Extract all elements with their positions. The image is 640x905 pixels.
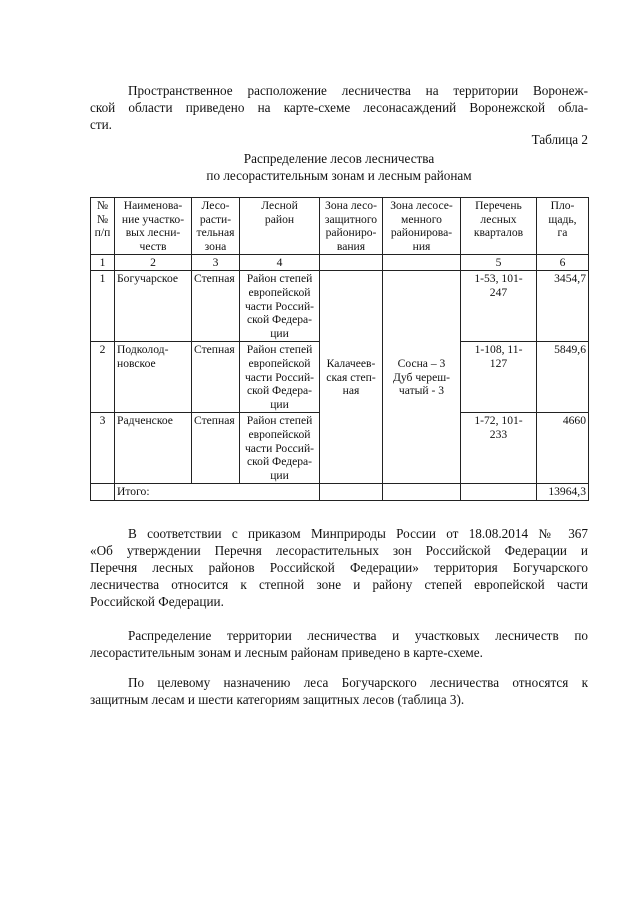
column-number: 4: [240, 255, 320, 271]
row-region: [240, 342, 320, 413]
text-line: В соответствии с приказом Минприроды России от 18.08.2014 № 367: [128, 526, 588, 541]
column-number: 3: [192, 255, 240, 271]
cell-text: 1-53, 101-: [474, 272, 523, 286]
row-zone: Степная: [192, 413, 240, 484]
row-num: 1: [91, 271, 115, 342]
header-text: райониро-: [325, 226, 377, 240]
column-number-row: [91, 255, 589, 271]
row-name: [115, 271, 192, 342]
header-protect-zone: [320, 198, 383, 255]
header-text: честв: [139, 239, 167, 253]
text-line: защитным лесам и шести категориям защитных лесов (таблица 3).: [90, 692, 465, 707]
cell-text: чатый - 3: [398, 384, 445, 398]
total-empty: [383, 484, 461, 501]
cell-text: европейской: [248, 285, 311, 299]
header-text: тельная: [196, 226, 235, 240]
header-text: п/п: [94, 226, 111, 240]
cell-text: ской Федера-: [246, 384, 313, 398]
cell-text: 233: [489, 427, 508, 441]
row-region: [240, 413, 320, 484]
header-text: Лесо-: [201, 199, 230, 212]
header-text: Зона лесо-: [325, 199, 377, 212]
header-quarters: [461, 198, 537, 255]
total-empty: [320, 484, 383, 501]
header-text: защитного: [324, 212, 378, 226]
row-zone: Степная: [192, 342, 240, 413]
text-line: По целевому назначению леса Богучарского лесничества относятся к: [128, 675, 588, 690]
cell-text: части Россий-: [244, 370, 315, 384]
header-text: вания: [336, 239, 366, 253]
header-num: [91, 198, 115, 255]
cell-text: Дуб череш-: [392, 370, 451, 384]
header-seed-zone: [383, 198, 461, 255]
header-text: районирова-: [390, 226, 453, 240]
column-number-empty: [320, 255, 383, 271]
header-text: район: [264, 212, 295, 226]
table-title-line: по лесорастительным зонам и лесным районам: [206, 168, 472, 183]
text-line: ской области приведено на карте-схеме лесонасаждений Воронежской обла-: [90, 100, 588, 115]
header-zone: [192, 198, 240, 255]
total-area: 13964,3: [537, 484, 589, 501]
cell-text: ции: [270, 468, 289, 482]
cell-text: ской Федера-: [246, 455, 313, 469]
row-quarters: [461, 342, 537, 413]
header-text: Зона лесосе-: [390, 199, 453, 212]
text-line: Пространственное расположение лесничества на территории Воронеж-: [128, 83, 588, 98]
header-text: Пло-: [550, 199, 575, 212]
header-text: ние участко-: [121, 212, 185, 226]
header-text: Перечень: [475, 199, 522, 212]
column-number: 2: [115, 255, 192, 271]
text-line: «Об утверждении Перечня лесорастительных зон Российской Федерации и: [90, 543, 588, 558]
header-name: [115, 198, 192, 255]
row-area: 4660: [537, 413, 589, 484]
cell-text: Район степей: [246, 343, 313, 357]
cell-text: Район степей: [246, 414, 313, 428]
row-area: 5849,6: [537, 342, 589, 413]
text-line: Распределение территории лесничества и участковых лесничеств по: [128, 628, 588, 643]
header-text: ния: [412, 239, 431, 253]
forest-distribution-table: [90, 197, 589, 501]
table-header-row: [91, 198, 589, 255]
cell-text: Район степей: [246, 272, 313, 286]
total-empty: [91, 484, 115, 501]
header-text: №: [96, 199, 109, 212]
text-line: лесорастительным зонам и лесным районам приведено в карте-схеме.: [90, 645, 483, 660]
cell-text: ская степ-: [326, 370, 376, 384]
header-text: менного: [401, 212, 442, 226]
cell-text: 127: [489, 356, 508, 370]
row-region: [240, 271, 320, 342]
row-name: [115, 342, 192, 413]
order-paragraph: [90, 525, 588, 610]
header-text: га: [557, 226, 568, 240]
protect-zone-cell: [320, 271, 383, 484]
header-text: №: [96, 212, 109, 226]
cell-text: европейской: [248, 356, 311, 370]
cell-text: 1-72, 101-: [474, 414, 523, 428]
cell-text: ской Федера-: [246, 313, 313, 327]
text-line: Российской Федерации.: [90, 594, 224, 609]
row-area: 3454,7: [537, 271, 589, 342]
cell-text: части Россий-: [244, 441, 315, 455]
cell-text: Радченское: [117, 414, 173, 428]
purpose-paragraph: [90, 674, 588, 708]
header-area: [537, 198, 589, 255]
row-zone: Степная: [192, 271, 240, 342]
header-text: вых лесни-: [125, 226, 181, 240]
column-number: 1: [91, 255, 115, 271]
table-title-line: Распределение лесов лесничества: [243, 151, 435, 166]
table-title: [90, 150, 588, 184]
column-number: 6: [537, 255, 589, 271]
cell-text: Калачеев-: [326, 356, 376, 370]
header-text: лесных: [480, 212, 517, 226]
header-text: зона: [204, 239, 227, 253]
cell-text: 1-108, 11-: [474, 343, 523, 357]
table-label: Таблица 2: [531, 132, 588, 147]
row-quarters: [461, 413, 537, 484]
cell-text: Сосна – 3: [397, 356, 446, 370]
header-text: расти-: [199, 212, 232, 226]
header-region: [240, 198, 320, 255]
header-text: Лесной: [261, 199, 298, 212]
text-line: Перечня лесных районов Российской Федерации» территория Богучарского: [90, 560, 588, 575]
header-text: щадь,: [548, 212, 577, 226]
column-number: 5: [461, 255, 537, 271]
text-line: сти.: [90, 117, 112, 132]
table-row: [91, 271, 589, 342]
seed-zone-cell: [383, 271, 461, 484]
cell-text: части Россий-: [244, 299, 315, 313]
cell-text: Богучарское: [117, 272, 179, 286]
total-empty: [461, 484, 537, 501]
row-num: 3: [91, 413, 115, 484]
column-number-empty: [383, 255, 461, 271]
cell-text: европейской: [248, 427, 311, 441]
cell-text: ции: [270, 326, 289, 340]
cell-text: ции: [270, 397, 289, 411]
cell-text: новское: [117, 356, 156, 370]
intro-paragraph: [90, 82, 588, 133]
cell-text: Подколод-: [117, 343, 169, 357]
header-text: кварталов: [473, 226, 524, 240]
text-line: лесничества относится к степной зоне и району степей европейской части: [90, 577, 588, 592]
total-label: Итого:: [115, 484, 320, 501]
header-text: Наименова-: [123, 199, 183, 212]
row-num: 2: [91, 342, 115, 413]
row-name: [115, 413, 192, 484]
cell-text: 247: [489, 285, 508, 299]
distribution-paragraph: [90, 627, 588, 661]
cell-text: ная: [342, 384, 360, 398]
row-quarters: [461, 271, 537, 342]
total-row: [91, 484, 589, 501]
